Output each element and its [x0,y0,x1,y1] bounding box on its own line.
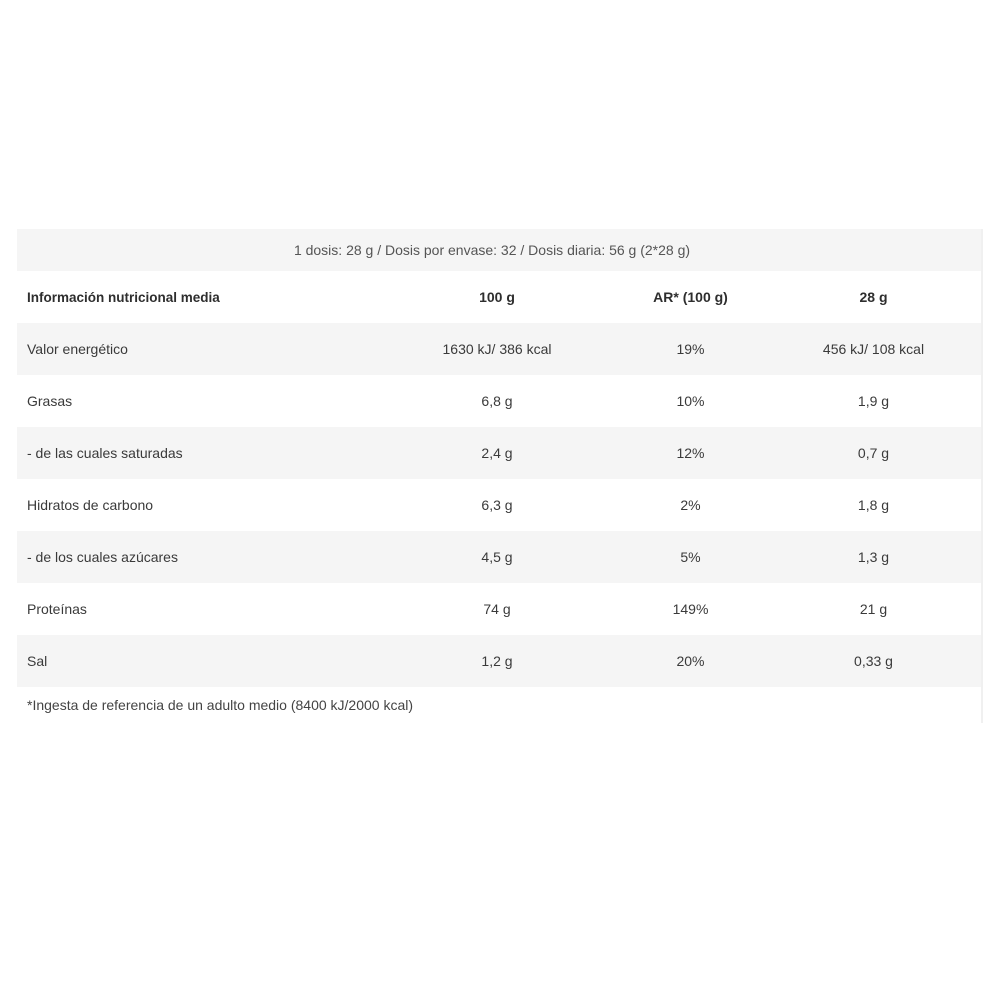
row-ar: 12% [676,445,705,461]
row-ar: 5% [680,549,701,565]
header-ar: AR* (100 g) [653,289,728,305]
dose-info-row [17,229,983,271]
row-label: - de los cuales azúcares [27,549,178,565]
header-100g: 100 g [479,289,515,305]
row-per28: 21 g [859,601,888,617]
row-label: Hidratos de carbono [27,497,154,513]
row-ar: 2% [680,497,701,513]
row-per28: 0,33 g [854,653,893,669]
row-ar: 19% [676,341,705,357]
row-label: Grasas [27,393,73,409]
footnote-row [17,687,983,723]
dose-info-text: 1 dosis: 28 g / Dosis por envase: 32 / Dosis diaria: 56 g (2*28 g) [293,242,691,258]
row-per28: 456 kJ/ 108 kcal [822,341,925,357]
row-per28: 1,3 g [857,549,890,565]
row-per28: 1,8 g [857,497,890,513]
table-row-protein [17,583,983,635]
row-ar: 20% [676,653,705,669]
row-per100: 6,8 g [481,393,513,409]
footnote-text: *Ingesta de referencia de un adulto medio (8400 kJ/2000 kcal) [27,697,414,713]
row-label: Valor energético [27,341,128,357]
nutrition-table [17,229,983,723]
row-per100: 1630 kJ/ 386 kcal [442,341,552,357]
table-right-border [981,229,983,723]
row-ar: 10% [676,393,705,409]
row-per100: 1,2 g [481,653,513,669]
row-ar: 149% [672,601,709,617]
row-per28: 0,7 g [857,445,890,461]
table-row-fat [17,375,983,427]
row-label: Proteínas [27,601,87,617]
header-28g: 28 g [859,289,888,305]
row-per100: 4,5 g [481,549,513,565]
table-row-carbs [17,479,983,531]
row-label: Sal [27,653,48,669]
header-label: Información nutricional media [27,289,220,305]
table-row-salt [17,635,983,687]
row-per100: 2,4 g [481,445,513,461]
row-label: - de las cuales saturadas [27,445,183,461]
table-row-saturated [17,427,983,479]
table-header [17,271,983,323]
table-row-energy [17,323,983,375]
row-per100: 6,3 g [481,497,513,513]
row-per28: 1,9 g [857,393,890,409]
row-per100: 74 g [483,601,511,617]
table-row-sugars [17,531,983,583]
